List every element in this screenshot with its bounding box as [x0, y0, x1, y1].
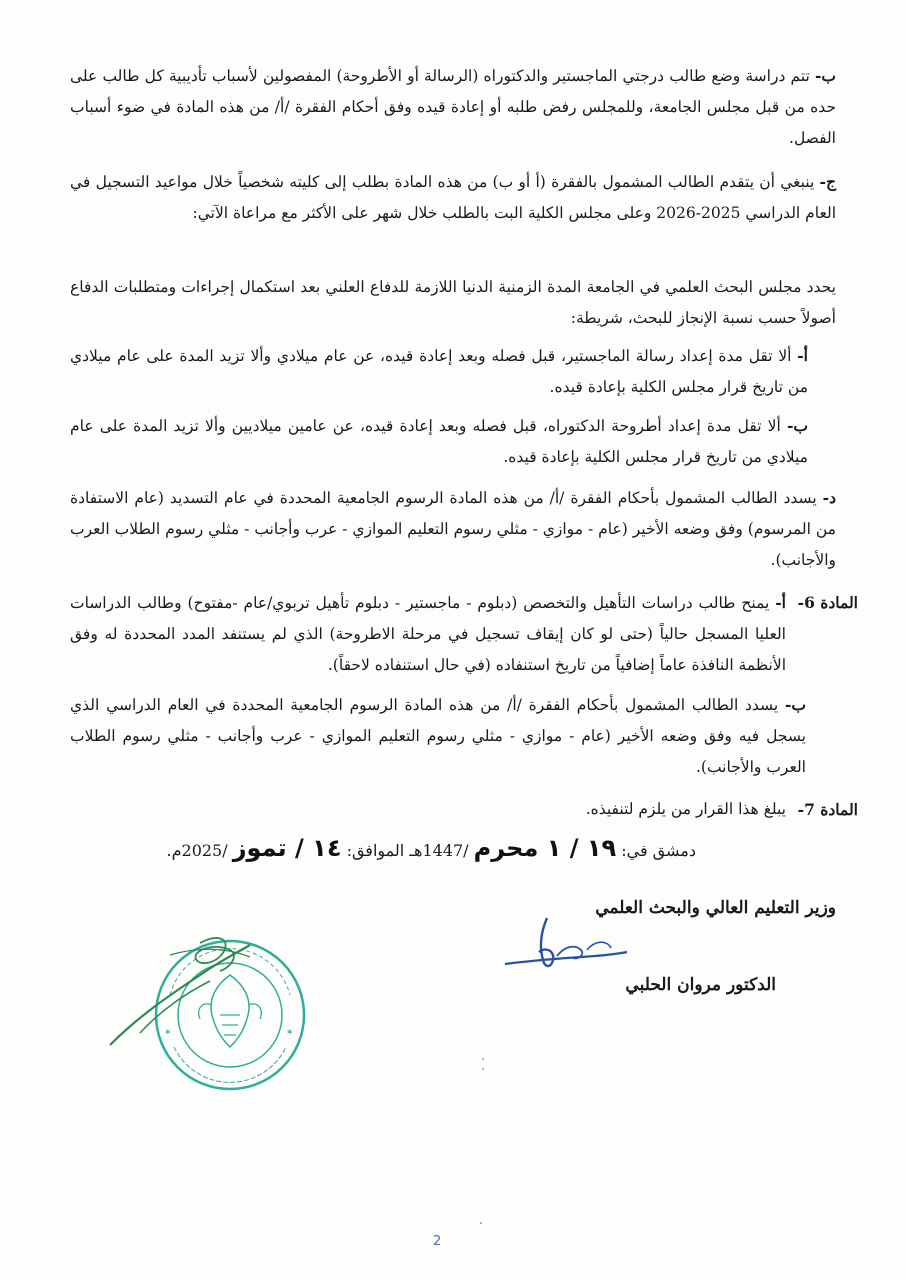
date-line — [167, 834, 696, 862]
article-6-a-label: أ- — [775, 593, 786, 612]
paragraph-council — [70, 272, 836, 334]
article-6-b-text: يسدد الطالب المشمول بأحكام الفقرة /أ/ من هذه المادة الرسوم الجامعية المحددة في العام الدراسي الذي يسجل فيه وفق وضعه الأخير (عام - موازي - مثلي رسوم التعليم الموازي - عرب وأجانب - مثلي رسوم الطلاب العرب والأجانب). — [70, 696, 806, 776]
hijri-date-handwritten: ١٩ / ١ محرم — [473, 834, 617, 862]
paragraph-j-label: ج- — [819, 172, 836, 191]
minister-name: الدكتور مروان الحلبي — [625, 975, 776, 995]
article-6-heading: المادة 6- — [797, 593, 858, 612]
article-7 — [70, 794, 858, 825]
subparagraph-b — [70, 410, 808, 473]
article-6-b-label: ب- — [784, 695, 806, 714]
paragraph-council-text: يحدد مجلس البحث العلمي في الجامعة المدة الزمنية الدنيا اللازمة للدفاع العلني بعد استكمال إجراءات ومتطلبات الدفاع أصولاً حسب نسبة الإنجاز للبحث، شريطة: — [70, 278, 836, 327]
paragraph-j — [70, 166, 836, 229]
date-separator: الموافق: — [346, 841, 405, 860]
gregorian-year: /2025م. — [166, 841, 228, 860]
article-6-b — [70, 689, 806, 783]
svg-text:✶: ✶ — [164, 1028, 172, 1038]
subparagraph-a — [70, 340, 808, 403]
svg-text:✶: ✶ — [286, 1028, 294, 1038]
article-6-a-text: يمنح طالب دراسات التأهيل والتخصص (دبلوم - ماجستير - دبلوم تأهيل تربوي/عام -مفتوح) وطالب الدراسات العليا المسجل حالياً (حتى لو كان إيقاف تسجيل في مرحلة الاطروحة) الذي لم يستنفد المدد المحددة له وفق الأنظمة النافذة عاماً إضافياً من تاريخ استنفاده (في حال استنفاده لاحقاً). — [70, 594, 786, 674]
paragraph-d-label: د- — [822, 488, 836, 507]
article-7-text: يبلغ هذا القرار من يلزم لتنفيذه. — [585, 800, 786, 818]
gregorian-date-handwritten: ١٤ / تموز — [232, 834, 342, 862]
date-prefix: دمشق في: — [621, 841, 696, 860]
article-7-heading: المادة 7- — [797, 800, 858, 819]
paragraph-b-label: ب- — [814, 66, 836, 85]
paragraph-b — [70, 60, 836, 154]
paragraph-b-text: تتم دراسة وضع طالب درجتي الماجستير والدكتوراه (الرسالة أو الأطروحة) المفصولين لأسباب تأديبية كل طالب على حده من قبل مجلس الجامعة، وللمجلس رفض طلبه أو إعادة قيده وفق أحكام الفقرة /أ/ من هذه المادة في ضوء أسباب الفصل. — [70, 67, 836, 147]
paragraph-j-text: ينبغي أن يتقدم الطالب المشمول بالفقرة (أ أو ب) من هذه المادة بطلب إلى كليته شخصياً خلال مواعيد التسجيل في العام الدراسي 2025-2026 وعلى مجلس الكلية البت بالطلب خلال شهر على الأكثر مع مراعاة الآتي: — [70, 173, 836, 222]
subparagraph-b-label: ب- — [786, 416, 808, 435]
subparagraph-b-text: ألا تقل مدة إعداد أطروحة الدكتوراه، قبل فصله وبعد إعادة قيده، عن عامين ميلاديين وألا تزيد المدة على عام ميلادي من تاريخ قرار مجلس الكلية بإعادة قيده. — [70, 417, 808, 466]
article-6 — [70, 587, 858, 797]
handwritten-signature-icon — [495, 910, 635, 980]
article-6-a — [70, 587, 786, 681]
paragraph-d — [70, 482, 836, 576]
page-number: 2 — [433, 1234, 442, 1249]
hijri-year: /1447هـ — [409, 841, 469, 860]
minister-title: وزير التعليم العالي والبحث العلمي — [595, 898, 836, 918]
paragraph-d-text: يسدد الطالب المشمول بأحكام الفقرة /أ/ من هذه المادة الرسوم الجامعية المحددة في عام التسديد (عام الاستفادة من المرسوم) وفق وضعه الأخير (عام - موازي - مثلي رسوم التعليم الموازي - عرب وأجانب - مثلي رسوم الطلاب العرب والأجانب). — [70, 489, 836, 569]
subparagraph-a-text: ألا تقل مدة إعداد رسالة الماجستير، قبل فصله وبعد إعادة قيده، عن عام ميلادي وألا تزيد المدة على عام ميلادي من تاريخ قرار مجلس الكلية بإعادة قيده. — [70, 347, 808, 396]
minister-signature-icon — [100, 915, 320, 1055]
subparagraph-a-label: أ- — [797, 346, 808, 365]
